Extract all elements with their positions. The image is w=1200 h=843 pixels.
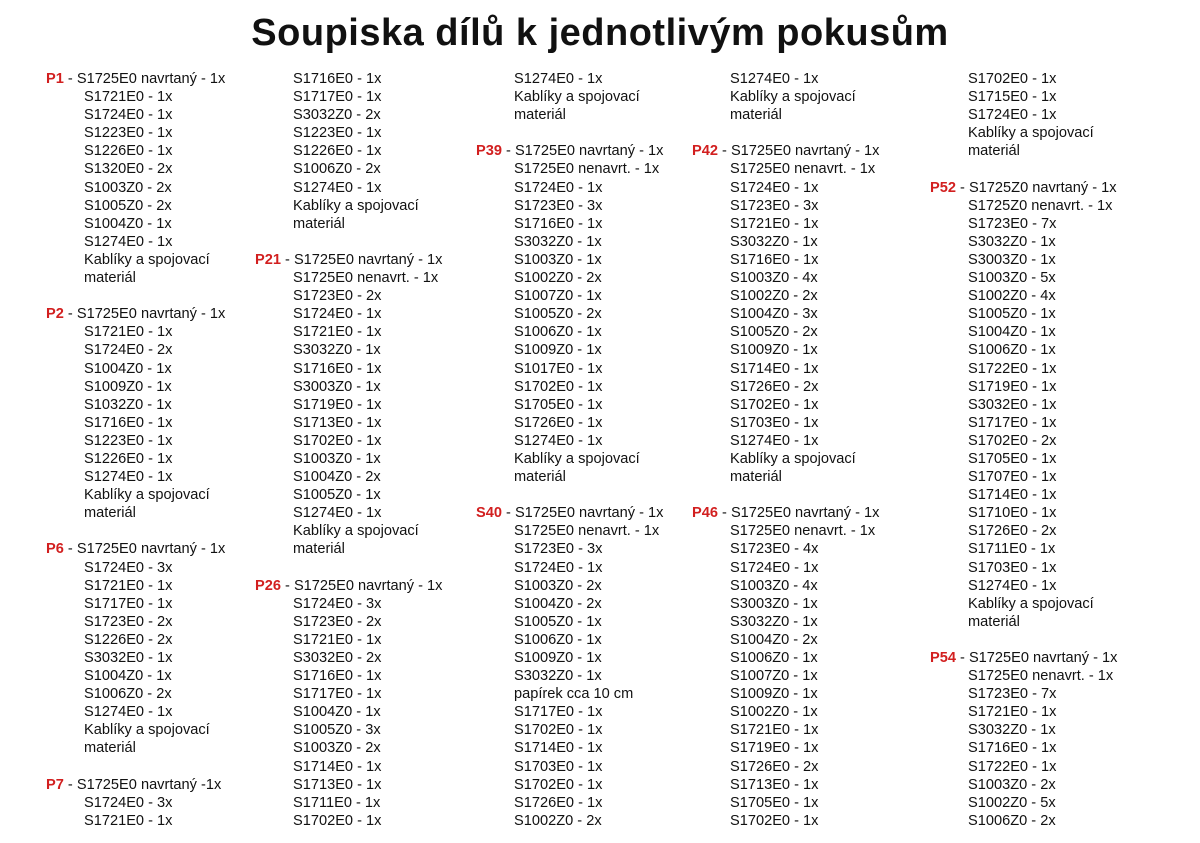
part-line: S1002Z0 - 2x bbox=[514, 270, 602, 287]
part-line: S1705E0 - 1x bbox=[730, 794, 819, 811]
part-line: S1004Z0 - 1x bbox=[84, 360, 172, 377]
part-line: S1007Z0 - 1x bbox=[730, 668, 818, 685]
part-line: S1006Z0 - 2x bbox=[968, 812, 1056, 829]
part-line: S1721E0 - 1x bbox=[293, 324, 382, 341]
part-line: materiál bbox=[730, 107, 782, 124]
part-line: S1006Z0 - 1x bbox=[514, 631, 602, 648]
part-line: Kablíky a spojovací bbox=[293, 197, 419, 214]
spacer bbox=[255, 233, 442, 251]
part-line: S1725E0 navrtaný - 1x bbox=[76, 71, 226, 87]
set-header: P46 - S1725E0 navrtaný - 1x bbox=[692, 505, 880, 522]
part-line: S1702E0 - 1x bbox=[293, 812, 382, 829]
part-line: S1724E0 - 1x bbox=[730, 559, 819, 576]
part-line: S1717E0 - 1x bbox=[514, 704, 603, 721]
part-line: S1702E0 - 1x bbox=[514, 776, 603, 793]
part-line: materiál bbox=[968, 613, 1020, 630]
part-line: Kablíky a spojovací bbox=[514, 450, 640, 467]
set-code: P2 bbox=[46, 306, 64, 323]
part-line: S1713E0 - 1x bbox=[293, 414, 382, 431]
part-line: S1006Z0 - 1x bbox=[514, 324, 602, 341]
part-line: S1717E0 - 1x bbox=[293, 686, 382, 703]
part-line: S1721E0 - 1x bbox=[730, 722, 819, 739]
part-line: S1716E0 - 1x bbox=[293, 360, 382, 377]
part-line: S1725E0 navrtaný - 1x bbox=[76, 541, 226, 558]
part-line: Kablíky a spojovací bbox=[730, 89, 856, 106]
part-line: S1226E0 - 1x bbox=[84, 450, 173, 467]
part-line: S1705E0 - 1x bbox=[968, 450, 1057, 467]
part-line: materiál bbox=[968, 143, 1020, 160]
part-line: S1003Z0 - 1x bbox=[514, 251, 602, 268]
spacer bbox=[46, 287, 225, 305]
part-line: S1702E0 - 1x bbox=[968, 71, 1057, 87]
part-line: materiál bbox=[293, 541, 345, 558]
part-line: S1721E0 - 1x bbox=[84, 89, 173, 106]
part-line: materiál bbox=[514, 107, 566, 124]
part-line: S1003Z0 - 4x bbox=[730, 577, 818, 594]
part-line: S1714E0 - 1x bbox=[293, 758, 382, 775]
part-line: S1725E0 navrtaný - 1x bbox=[514, 505, 664, 522]
set-code: P46 bbox=[692, 505, 718, 522]
part-line: S1009Z0 - 1x bbox=[730, 342, 818, 359]
part-line: S1724E0 - 1x bbox=[514, 179, 603, 196]
part-line: S1725E0 nenavrt. - 1x bbox=[730, 523, 876, 540]
set-header: P52 - S1725Z0 navrtaný - 1x bbox=[930, 179, 1117, 196]
part-line: S1226E0 - 1x bbox=[84, 143, 173, 160]
part-line: S1725E0 navrtaný - 1x bbox=[293, 577, 443, 594]
part-line: S1724E0 - 3x bbox=[293, 595, 382, 612]
part-line: S1717E0 - 1x bbox=[968, 414, 1057, 431]
set-code: P26 bbox=[255, 577, 281, 594]
part-line: materiál bbox=[293, 215, 345, 232]
part-line: S1002Z0 - 2x bbox=[730, 288, 818, 305]
part-line: Kablíky a spojovací bbox=[84, 722, 210, 739]
part-line: S1002Z0 - 5x bbox=[968, 794, 1056, 811]
spacer bbox=[930, 160, 1117, 178]
part-line: S1226E0 - 2x bbox=[84, 631, 173, 648]
part-line: S1725E0 nenavrt. - 1x bbox=[730, 161, 876, 178]
part-line: S1721E0 - 1x bbox=[84, 812, 173, 829]
part-line: S1724E0 - 1x bbox=[293, 306, 382, 323]
part-line: S1274E0 - 1x bbox=[84, 233, 173, 250]
part-line: S1716E0 - 1x bbox=[514, 215, 603, 232]
part-line: Kablíky a spojovací bbox=[84, 487, 210, 504]
part-line: S3032E0 - 2x bbox=[293, 650, 382, 666]
spacer bbox=[692, 486, 879, 504]
column-1 bbox=[46, 70, 225, 830]
part-line: S1726E0 - 1x bbox=[514, 794, 603, 811]
set-code: P39 bbox=[476, 143, 502, 160]
part-line: S1004Z0 - 1x bbox=[968, 324, 1056, 341]
set-code: P42 bbox=[692, 143, 718, 160]
part-line: S1017E0 - 1x bbox=[514, 360, 603, 377]
part-line: S1721E0 - 1x bbox=[968, 704, 1057, 721]
part-line: S1226E0 - 1x bbox=[293, 143, 382, 160]
part-line: S1711E0 - 1x bbox=[968, 541, 1056, 558]
part-line: S1702E0 - 1x bbox=[514, 722, 603, 739]
part-line: S1715E0 - 1x bbox=[968, 89, 1057, 106]
part-line: S1724E0 - 1x bbox=[968, 107, 1057, 124]
part-line: S1724E0 - 3x bbox=[84, 794, 173, 811]
set-header: P6 - S1725E0 navrtaný - 1x bbox=[46, 541, 226, 558]
spacer bbox=[476, 486, 663, 504]
part-line: S1721E0 - 1x bbox=[84, 577, 173, 594]
part-line: S1009Z0 - 1x bbox=[514, 342, 602, 359]
part-line: S1006Z0 - 2x bbox=[293, 161, 381, 178]
part-line: S1726E0 - 1x bbox=[514, 414, 603, 431]
part-line: S1707E0 - 1x bbox=[968, 469, 1057, 486]
part-line: S3003Z0 - 1x bbox=[968, 251, 1056, 268]
part-line: S1725E0 navrtaný -1x bbox=[76, 776, 222, 793]
part-line: S1005Z0 - 3x bbox=[293, 722, 381, 739]
part-line: S1005Z0 - 1x bbox=[514, 613, 602, 630]
part-line: Kablíky a spojovací bbox=[293, 523, 419, 540]
part-line: S3032Z0 - 1x bbox=[514, 668, 602, 685]
spacer bbox=[476, 124, 663, 142]
part-line: S1003Z0 - 2x bbox=[968, 776, 1056, 793]
column-3 bbox=[476, 70, 663, 830]
part-line: S1721E0 - 1x bbox=[293, 631, 382, 648]
part-line: S1724E0 - 3x bbox=[84, 559, 173, 576]
part-line: S1004Z0 - 2x bbox=[293, 469, 381, 486]
part-line: S3032E0 - 1x bbox=[84, 650, 173, 666]
part-line: S1005Z0 - 1x bbox=[293, 487, 381, 504]
set-code: P7 bbox=[46, 776, 64, 793]
set-header: P54 - S1725E0 navrtaný - 1x bbox=[930, 650, 1118, 666]
part-line: S1726E0 - 2x bbox=[968, 523, 1057, 540]
set-header: P1 - S1725E0 navrtaný - 1x bbox=[46, 71, 226, 87]
part-line: S1703E0 - 1x bbox=[730, 414, 819, 431]
column-4 bbox=[692, 70, 879, 830]
part-line: Kablíky a spojovací bbox=[84, 251, 210, 268]
set-header: P26 - S1725E0 navrtaný - 1x bbox=[255, 577, 443, 594]
part-line: S1002Z0 - 2x bbox=[514, 812, 602, 829]
part-line: S1702E0 - 1x bbox=[730, 812, 819, 829]
part-line: S1716E0 - 1x bbox=[293, 668, 382, 685]
part-line: S1703E0 - 1x bbox=[968, 559, 1057, 576]
part-line: S1009Z0 - 1x bbox=[514, 650, 602, 666]
part-line: S3032Z0 - 1x bbox=[293, 342, 381, 359]
set-header: P39 - S1725E0 navrtaný - 1x bbox=[476, 143, 664, 160]
spacer bbox=[692, 124, 879, 142]
part-line: S1006Z0 - 1x bbox=[730, 650, 818, 666]
part-line: S1723E0 - 2x bbox=[84, 613, 173, 630]
part-line: S3032E0 - 1x bbox=[968, 396, 1057, 413]
part-line: S1710E0 - 1x bbox=[968, 505, 1057, 522]
part-line: S1223E0 - 1x bbox=[84, 432, 173, 449]
part-line: S1724E0 - 1x bbox=[84, 107, 173, 124]
part-line: S1725E0 navrtaný - 1x bbox=[514, 143, 664, 160]
part-line: S1716E0 - 1x bbox=[730, 251, 819, 268]
part-line: S1719E0 - 1x bbox=[730, 740, 819, 757]
part-line: S1725E0 navrtaný - 1x bbox=[76, 306, 226, 323]
spacer bbox=[46, 758, 225, 776]
part-line: S1703E0 - 1x bbox=[514, 758, 603, 775]
part-line: S1003Z0 - 5x bbox=[968, 270, 1056, 287]
part-line: S1716E0 - 1x bbox=[968, 740, 1057, 757]
part-line: S1274E0 - 1x bbox=[514, 432, 603, 449]
column-5 bbox=[930, 70, 1117, 830]
part-line: S1007Z0 - 1x bbox=[514, 288, 602, 305]
part-line: S1722E0 - 1x bbox=[968, 360, 1057, 377]
part-line: Kablíky a spojovací bbox=[514, 89, 640, 106]
part-line: S1725E0 nenavrt. - 1x bbox=[514, 523, 660, 540]
part-line: S1702E0 - 1x bbox=[293, 432, 382, 449]
part-line: S1714E0 - 1x bbox=[968, 487, 1057, 504]
part-line: S1722E0 - 1x bbox=[968, 758, 1057, 775]
part-line: S1223E0 - 1x bbox=[293, 125, 382, 142]
part-line: S1725E0 navrtaný - 1x bbox=[730, 143, 880, 160]
part-line: S1003Z0 - 2x bbox=[514, 577, 602, 594]
set-header: P7 - S1725E0 navrtaný -1x bbox=[46, 776, 222, 793]
part-line: S1714E0 - 1x bbox=[730, 360, 819, 377]
part-line: S1723E0 - 4x bbox=[730, 541, 819, 558]
part-line: S1003Z0 - 2x bbox=[293, 740, 381, 757]
part-line: S1723E0 - 7x bbox=[968, 686, 1057, 703]
part-line: S1005Z0 - 2x bbox=[84, 197, 172, 214]
part-line: S1274E0 - 1x bbox=[293, 179, 382, 196]
spacer bbox=[46, 522, 225, 540]
part-line: S1006Z0 - 2x bbox=[84, 686, 172, 703]
part-line: S1723E0 - 2x bbox=[293, 613, 382, 630]
part-line: S3032Z0 - 2x bbox=[293, 107, 381, 124]
part-line: S3032Z0 - 1x bbox=[730, 613, 818, 630]
part-line: papírek cca 10 cm bbox=[514, 686, 634, 703]
set-header: P21 - S1725E0 navrtaný - 1x bbox=[255, 251, 443, 268]
part-line: S1719E0 - 1x bbox=[968, 378, 1057, 395]
set-code: S40 bbox=[476, 505, 502, 522]
part-line: S1004Z0 - 1x bbox=[293, 704, 381, 721]
part-line: S1274E0 - 1x bbox=[293, 505, 382, 522]
part-line: S1725E0 navrtaný - 1x bbox=[968, 650, 1118, 666]
part-line: S1713E0 - 1x bbox=[730, 776, 819, 793]
part-line: S3032Z0 - 1x bbox=[514, 233, 602, 250]
spacer bbox=[930, 631, 1117, 649]
part-line: S1005Z0 - 1x bbox=[968, 306, 1056, 323]
part-line: S1320E0 - 2x bbox=[84, 161, 173, 178]
part-line: S1002Z0 - 4x bbox=[968, 288, 1056, 305]
part-line: S1274E0 - 1x bbox=[84, 469, 173, 486]
part-line: materiál bbox=[514, 469, 566, 486]
part-line: S1223E0 - 1x bbox=[84, 125, 173, 142]
part-line: S1719E0 - 1x bbox=[293, 396, 382, 413]
part-line: S1005Z0 - 2x bbox=[730, 324, 818, 341]
part-line: S1705E0 - 1x bbox=[514, 396, 603, 413]
part-line: S1725E0 nenavrt. - 1x bbox=[968, 668, 1114, 685]
set-header: P2 - S1725E0 navrtaný - 1x bbox=[46, 306, 226, 323]
part-line: S1005Z0 - 2x bbox=[514, 306, 602, 323]
part-line: S1716E0 - 1x bbox=[84, 414, 173, 431]
part-line: S1274E0 - 1x bbox=[730, 432, 819, 449]
part-line: S1009Z0 - 1x bbox=[84, 378, 172, 395]
part-line: S1032Z0 - 1x bbox=[84, 396, 172, 413]
part-line: S1716E0 - 1x bbox=[293, 71, 382, 87]
part-line: S1717E0 - 1x bbox=[84, 595, 173, 612]
part-line: S1713E0 - 1x bbox=[293, 776, 382, 793]
part-line: S1724E0 - 1x bbox=[730, 179, 819, 196]
part-line: S1725Z0 navrtaný - 1x bbox=[968, 179, 1117, 196]
part-line: materiál bbox=[730, 469, 782, 486]
part-line: materiál bbox=[84, 505, 136, 522]
part-line: S1714E0 - 1x bbox=[514, 740, 603, 757]
part-line: S1725E0 nenavrt. - 1x bbox=[293, 270, 439, 287]
part-line: Kablíky a spojovací bbox=[968, 595, 1094, 612]
part-line: S1723E0 - 3x bbox=[514, 197, 603, 214]
part-line: S1725E0 navrtaný - 1x bbox=[293, 251, 443, 268]
part-line: S1721E0 - 1x bbox=[84, 324, 173, 341]
set-header: S40 - S1725E0 navrtaný - 1x bbox=[476, 505, 664, 522]
part-line: S1721E0 - 1x bbox=[730, 215, 819, 232]
part-line: S1725Z0 nenavrt. - 1x bbox=[968, 197, 1113, 214]
part-line: S1726E0 - 2x bbox=[730, 758, 819, 775]
part-line: S1003Z0 - 1x bbox=[293, 450, 381, 467]
part-line: S1002Z0 - 1x bbox=[730, 704, 818, 721]
part-line: S3032Z0 - 1x bbox=[968, 722, 1056, 739]
part-line: Kablíky a spojovací bbox=[730, 450, 856, 467]
part-line: S3003Z0 - 1x bbox=[293, 378, 381, 395]
part-line: S1711E0 - 1x bbox=[293, 794, 381, 811]
set-code: P21 bbox=[255, 251, 281, 268]
set-code: P1 bbox=[46, 71, 64, 87]
part-line: S1274E0 - 1x bbox=[730, 71, 819, 87]
spacer bbox=[255, 559, 442, 577]
page-title: Soupiska dílů k jednotlivým pokusům bbox=[251, 12, 949, 54]
part-line: materiál bbox=[84, 270, 136, 287]
part-line: Kablíky a spojovací bbox=[968, 125, 1094, 142]
set-code: P6 bbox=[46, 541, 64, 558]
part-line: S3032Z0 - 1x bbox=[968, 233, 1056, 250]
part-line: S3032Z0 - 1x bbox=[730, 233, 818, 250]
part-line: S1004Z0 - 2x bbox=[514, 595, 602, 612]
part-line: S1723E0 - 3x bbox=[514, 541, 603, 558]
part-line: S1702E0 - 1x bbox=[730, 396, 819, 413]
part-line: S1003Z0 - 2x bbox=[84, 179, 172, 196]
part-line: S1003Z0 - 4x bbox=[730, 270, 818, 287]
part-line: S1724E0 - 1x bbox=[514, 559, 603, 576]
set-code: P52 bbox=[930, 179, 956, 196]
part-line: S1726E0 - 2x bbox=[730, 378, 819, 395]
part-line: S1274E0 - 1x bbox=[84, 704, 173, 721]
part-line: S1004Z0 - 3x bbox=[730, 306, 818, 323]
part-line: materiál bbox=[84, 740, 136, 757]
part-line: S1274E0 - 1x bbox=[968, 577, 1057, 594]
part-line: S1274E0 - 1x bbox=[514, 71, 603, 87]
part-line: S1004Z0 - 2x bbox=[730, 631, 818, 648]
part-line: S1723E0 - 2x bbox=[293, 288, 382, 305]
part-line: S1004Z0 - 1x bbox=[84, 215, 172, 232]
part-line: S1004Z0 - 1x bbox=[84, 668, 172, 685]
part-line: S1702E0 - 2x bbox=[968, 432, 1057, 449]
set-code: P54 bbox=[930, 650, 956, 666]
part-line: S1725E0 nenavrt. - 1x bbox=[514, 161, 660, 178]
part-line: S1723E0 - 3x bbox=[730, 197, 819, 214]
set-header: P42 - S1725E0 navrtaný - 1x bbox=[692, 143, 880, 160]
part-line: S1006Z0 - 1x bbox=[968, 342, 1056, 359]
part-line: S1723E0 - 7x bbox=[968, 215, 1057, 232]
part-line: S1725E0 navrtaný - 1x bbox=[730, 505, 880, 522]
part-line: S1724E0 - 2x bbox=[84, 342, 173, 359]
part-line: S3003Z0 - 1x bbox=[730, 595, 818, 612]
part-line: S1009Z0 - 1x bbox=[730, 686, 818, 703]
part-line: S1717E0 - 1x bbox=[293, 89, 382, 106]
part-line: S1702E0 - 1x bbox=[514, 378, 603, 395]
column-2 bbox=[255, 70, 442, 830]
